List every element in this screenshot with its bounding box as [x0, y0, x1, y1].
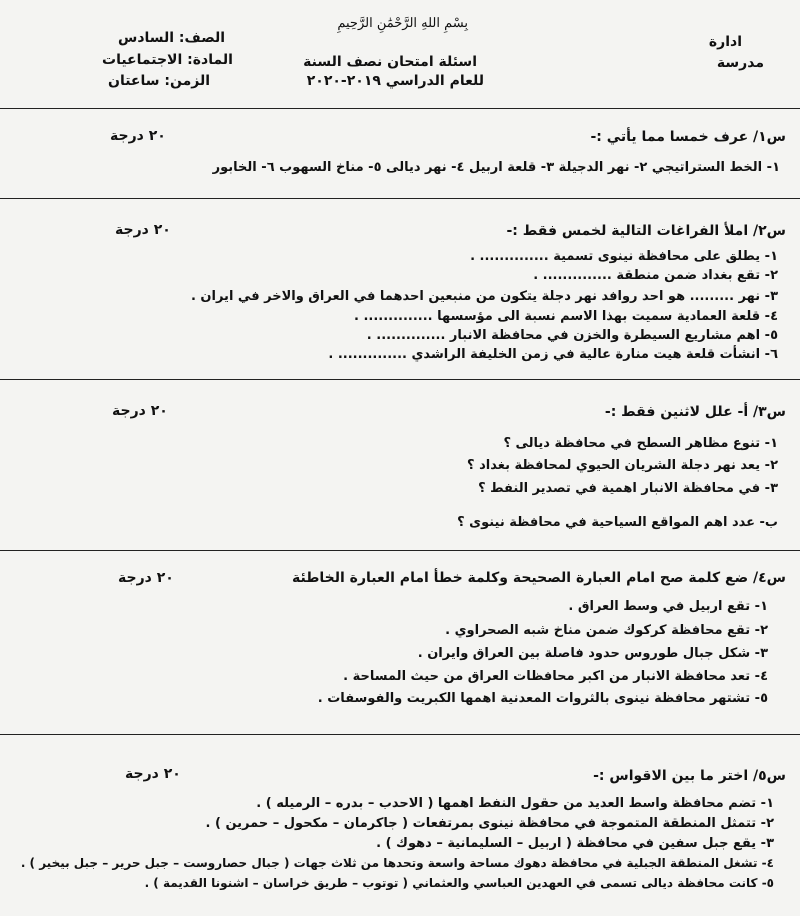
exam-duration: الزمن: ساعتان: [108, 73, 211, 89]
school-label: مدرسة: [716, 55, 764, 71]
divider: [0, 379, 800, 380]
question-2-item: ٦- انشأت قلعة هيت منارة عالية في زمن الخليفة الراشدي .............. .: [328, 347, 778, 362]
question-2-grade: ٢٠ درجة: [115, 222, 171, 238]
question-5-item: ٥- كانت محافظة ديالى تسمى في العهدين العباسي والعثماني ( توتوب – طريق خراسان – اشنونا القديمة ) .: [144, 876, 774, 890]
question-5-item: ٣- يقع جبل سفين في محافظة ( اربيل – السليمانية – دهوك ) .: [376, 836, 774, 851]
question-2-item: ١- يطلق على محافظة نينوى تسمية .............. .: [470, 249, 778, 264]
question-4-item: ٢- تقع محافظة كركوك ضمن مناخ شبه الصحراوي .: [445, 623, 768, 638]
question-1-grade: ٢٠ درجة: [110, 128, 166, 144]
question-2-item: ٣- نهر ......... هو احد روافد نهر دجلة يتكون من منبعين احدهما في العراق والاخر في ايران .: [190, 289, 778, 304]
question-1-item: ١- الخط الستراتيجي ٢- نهر الدجيلة ٣- قلعة اربيل ٤- نهر ديالى ٥- مناخ السهوب ٦- الخابور: [212, 160, 780, 175]
question-3-item: ٢- يعد نهر دجلة الشريان الحيوي لمحافظة بغداد ؟: [467, 458, 778, 473]
question-5-item: ١- تضم محافظة واسط العديد من حقول النفط اهمها ( الاحدب – بدره – الرميله ) .: [256, 796, 774, 811]
divider: [0, 550, 800, 551]
question-2-item: ٤- قلعة العمادية سميت بهذا الاسم نسبة الى مؤسسها .............. .: [354, 309, 778, 324]
divider: [0, 198, 800, 199]
question-3-grade: ٢٠ درجة: [112, 403, 168, 419]
question-4-item: ٣- شكل جبال طوروس حدود فاصلة بين العراق وايران .: [417, 646, 768, 661]
question-1-title: س١/ عرف خمسا مما يأتي :-: [590, 129, 786, 145]
question-2-item: ٥- اهم مشاريع السيطرة والخزن في محافظة الانبار .............. .: [366, 328, 778, 343]
question-5-item: ٢- تتمثل المنطقة المتموجة في محافظة نينوى بمرتفعات ( جاكرمان – مكحول – حمرين ) .: [205, 816, 774, 831]
question-3-title: س٣/ أ- علل لاثنين فقط :-: [604, 404, 786, 420]
question-2-title: س٢/ املأ الفراغات التالية لخمس فقط :-: [506, 223, 786, 239]
divider: [0, 734, 800, 735]
question-2-item: ٢- تقع بغداد ضمن منطقة .............. .: [533, 268, 778, 283]
question-3-part-b: ب- عدد اهم المواقع السياحية في محافظة نينوى ؟: [457, 515, 778, 530]
exam-title: اسئلة امتحان نصف السنة: [303, 54, 477, 70]
divider: [0, 108, 800, 109]
question-3-item: ٣- في محافظة الانبار اهمية في تصدير النفط ؟: [478, 481, 778, 496]
question-4-grade: ٢٠ درجة: [118, 570, 174, 586]
basmala-heading: بِسْمِ اللهِ الرَّحْمَٰنِ الرَّحِيمِ: [337, 16, 468, 31]
grade-level: الصف: السادس: [118, 30, 226, 46]
question-5-title: س٥/ اختر ما بين الاقواس :-: [593, 768, 786, 784]
subject: المادة: الاجتماعيات: [102, 52, 233, 68]
question-5-grade: ٢٠ درجة: [125, 766, 181, 782]
question-3-item: ١- تنوع مظاهر السطح في محافظة ديالى ؟: [503, 436, 778, 451]
academic-year: للعام الدراسي ٢٠١٩-٢٠٢٠: [306, 73, 484, 89]
question-4-item: ٤- تعد محافظة الانبار من اكبر محافظات العراق من حيث المساحة .: [343, 669, 768, 684]
question-4-title: س٤/ ضع كلمة صح امام العبارة الصحيحة وكلمة خطأ امام العبارة الخاطئة: [292, 570, 786, 586]
question-5-item: ٤- تشغل المنطقة الجبلية في محافظة دهوك مساحة واسعة وتحدها من ثلاث جهات ( جبال حصاروست – جبل حرير – جبل بيخير ) .: [20, 856, 774, 870]
question-4-item: ٥- تشتهر محافظة نينوى بالثروات المعدنية اهمها الكبريت والفوسفات .: [317, 691, 768, 706]
school-admin-label: ادارة: [708, 34, 742, 50]
question-4-item: ١- تقع اربيل في وسط العراق .: [568, 599, 768, 614]
